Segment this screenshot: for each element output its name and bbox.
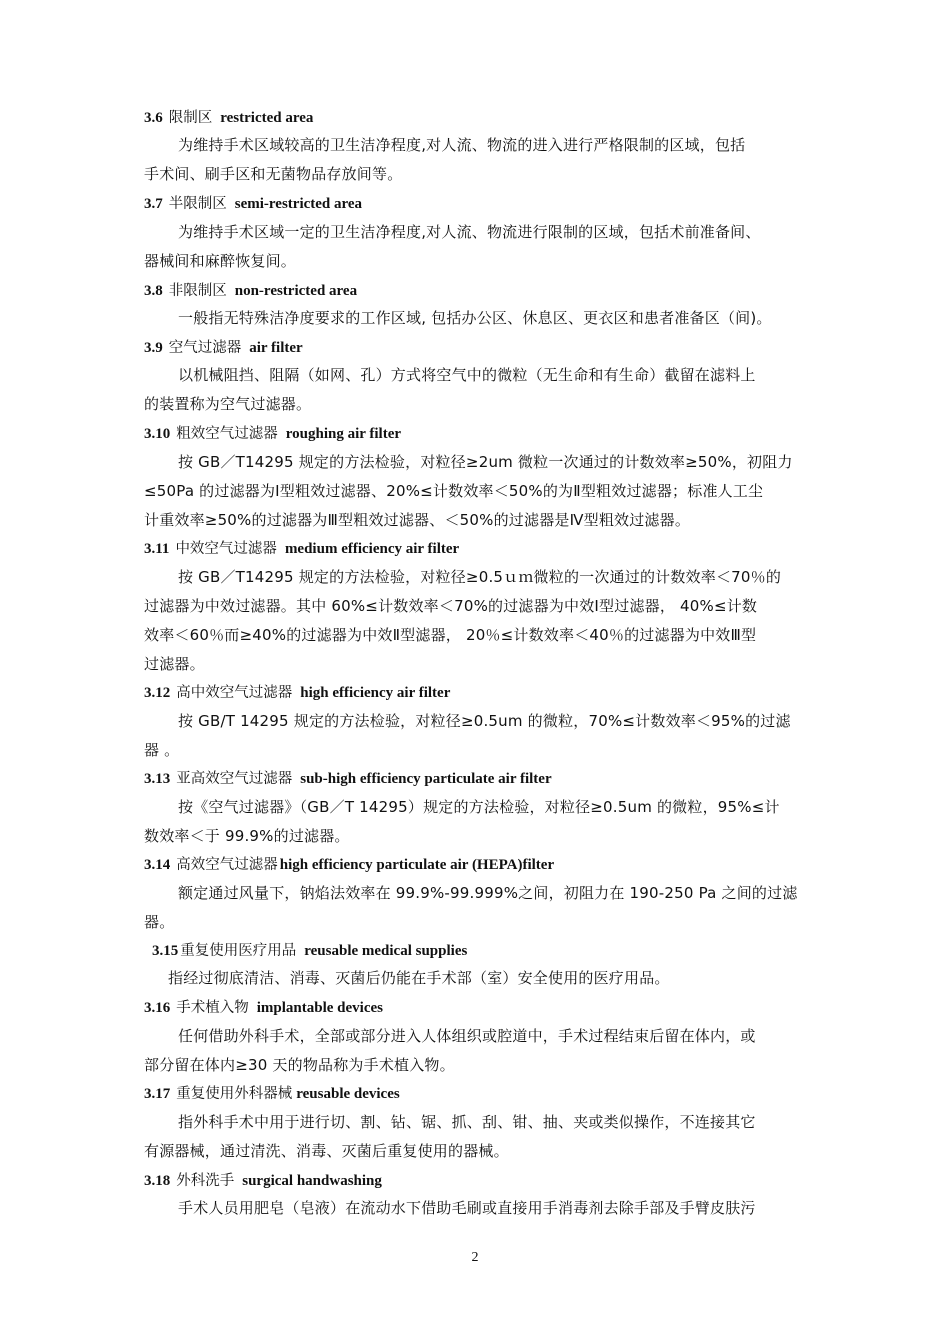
section-heading	[144, 422, 401, 444]
section-title-en: roughing air filter	[285, 426, 402, 442]
section-title-en: reusable medical supplies	[304, 943, 468, 959]
section-heading	[144, 767, 552, 789]
section-heading	[144, 996, 383, 1018]
section-title-en: implantable devices	[256, 1000, 383, 1016]
section-heading	[144, 1169, 382, 1191]
section-title-zh: 空气过滤器	[168, 340, 242, 356]
section-heading	[144, 853, 554, 875]
section-title-zh: 粗效空气过滤器	[176, 426, 278, 442]
paragraph-line: 手术人员用肥皂（皂液）在流动水下借助毛刷或直接用手消毒剂去除手部及手臂皮肤污	[178, 1199, 756, 1217]
section-title-en: semi-restricted area	[234, 196, 363, 212]
section-heading	[144, 192, 362, 214]
section-title-en: medium efficiency air filter	[284, 541, 460, 557]
paragraph-line: 计重效率≥50%的过滤器为Ⅲ型粗效过滤器、＜50%的过滤器是Ⅳ型粗效过滤器。	[144, 511, 691, 529]
paragraph-line: 任何借助外科手术，全部或部分进入人体组织或腔道中，手术过程结束后留在体内，或	[178, 1027, 756, 1045]
paragraph-line: 按 GB／T14295 规定的方法检验，对粒径≥2um 微粒一次通过的计数效率≥50%，初阻力	[178, 453, 793, 471]
section-number: 3.13	[144, 771, 171, 787]
section-number: 3.17	[144, 1086, 171, 1102]
section-number: 3.8	[144, 283, 163, 299]
paragraph-line: 部分留在体内≥30 天的物品称为手术植入物。	[144, 1056, 455, 1074]
section-title-zh: 外科洗手	[176, 1173, 235, 1189]
paragraph-line: 额定通过风量下，钠焰法效率在 99.9%-99.999%之间，初阻力在 190-250 Pa 之间的过滤	[178, 884, 798, 902]
page-number: 2	[471, 1250, 479, 1265]
paragraph-line: 以机械阻挡、阻隔（如网、孔）方式将空气中的微粒（无生命和有生命）截留在滤料上	[178, 366, 756, 384]
section-title-en: surgical handwashing	[242, 1173, 382, 1189]
section-title-zh: 高中效空气过滤器	[176, 685, 293, 701]
section-title-en: high efficiency particulate air (HEPA)filter	[279, 857, 555, 873]
paragraph-line: 指经过彻底清洁、消毒、灭菌后仍能在手术部（室）安全使用的医疗用品。	[168, 969, 670, 987]
section-number: 3.16	[144, 1000, 171, 1016]
section-heading	[144, 336, 303, 358]
section-heading	[144, 1082, 400, 1104]
section-number: 3.14	[144, 857, 171, 873]
paragraph-line: 过滤器为中效过滤器。其中 60%≤计数效率＜70%的过滤器为中效Ⅰ型过滤器， 40%≤计数	[144, 597, 758, 615]
section-title-zh: 亚高效空气过滤器	[176, 771, 293, 787]
paragraph-line: 为维持手术区域一定的卫生洁净程度,对人流、物流进行限制的区域，包括术前准备间、	[178, 223, 761, 241]
section-number: 3.18	[144, 1173, 171, 1189]
paragraph-line: 数效率＜于 99.9%的过滤器。	[144, 827, 350, 845]
section-title-zh: 重复使用医疗用品	[180, 943, 297, 959]
section-heading	[144, 279, 357, 301]
section-number: 3.12	[144, 685, 171, 701]
section-number: 3.6	[144, 110, 163, 126]
section-title-en: restricted area	[220, 110, 314, 126]
section-number: 3.9	[144, 340, 163, 356]
section-number: 3.7	[144, 196, 163, 212]
section-title-zh: 高效空气过滤器	[176, 857, 278, 873]
section-heading	[152, 939, 467, 961]
paragraph-line: 按 GB／T14295 规定的方法检验，对粒径≥0.5ｕｍ微粒的一次通过的计数效率＜70％的	[178, 568, 782, 586]
paragraph-line: 有源器械，通过清洗、消毒、灭菌后重复使用的器械。	[144, 1142, 509, 1160]
paragraph-line: 一般指无特殊洁净度要求的工作区域, 包括办公区、休息区、更衣区和患者准备区（间)。	[178, 309, 772, 327]
section-title-en: sub-high efficiency particulate air filter	[300, 771, 552, 787]
paragraph-line: 为维持手术区域较高的卫生洁净程度,对人流、物流的进入进行严格限制的区域，包括	[178, 136, 746, 154]
section-title-en: non-restricted area	[234, 283, 358, 299]
paragraph-line: 过滤器。	[144, 655, 205, 673]
section-heading	[144, 681, 450, 703]
section-title-en: reusable devices	[296, 1086, 400, 1102]
paragraph-line: 按《空气过滤器》（GB／T 14295）规定的方法检验，对粒径≥0.5um 的微粒，95%≤计	[178, 798, 780, 816]
paragraph-line: ≤50Pa 的过滤器为Ⅰ型粗效过滤器、20%≤计数效率＜50%的为Ⅱ型粗效过滤器；标准人工尘	[144, 482, 764, 500]
section-heading	[144, 537, 459, 559]
section-heading	[144, 106, 313, 128]
section-title-en: air filter	[249, 340, 303, 356]
section-number: 3.15	[152, 943, 179, 959]
section-title-zh: 限制区	[168, 110, 213, 126]
section-title-zh: 中效空气过滤器	[175, 541, 277, 557]
paragraph-line: 器 。	[144, 741, 180, 759]
paragraph-line: 指外科手术中用于进行切、割、钻、锯、抓、刮、钳、抽、夹或类似操作，不连接其它	[178, 1113, 756, 1131]
paragraph-line: 手术间、刷手区和无菌物品存放间等。	[144, 165, 403, 183]
section-title-zh: 重复使用外科器械	[176, 1086, 293, 1102]
section-number: 3.11	[144, 541, 170, 557]
section-number: 3.10	[144, 426, 171, 442]
section-title-zh: 半限制区	[168, 196, 227, 212]
section-title-zh: 手术植入物	[176, 1000, 249, 1016]
section-title-en: high efficiency air filter	[300, 685, 451, 701]
paragraph-line: 器。	[144, 913, 175, 931]
section-title-zh: 非限制区	[168, 283, 227, 299]
paragraph-line: 器械间和麻醉恢复间。	[144, 252, 297, 270]
paragraph-line: 按 GB/T 14295 规定的方法检验，对粒径≥0.5um 的微粒，70%≤计数效率＜95%的过滤	[178, 712, 791, 730]
paragraph-line: 效率＜60％而≥40%的过滤器为中效Ⅱ型滤器， 20％≤计数效率＜40％的过滤器为中效Ⅲ型	[144, 626, 757, 644]
paragraph-line: 的装置称为空气过滤器。	[144, 395, 312, 413]
